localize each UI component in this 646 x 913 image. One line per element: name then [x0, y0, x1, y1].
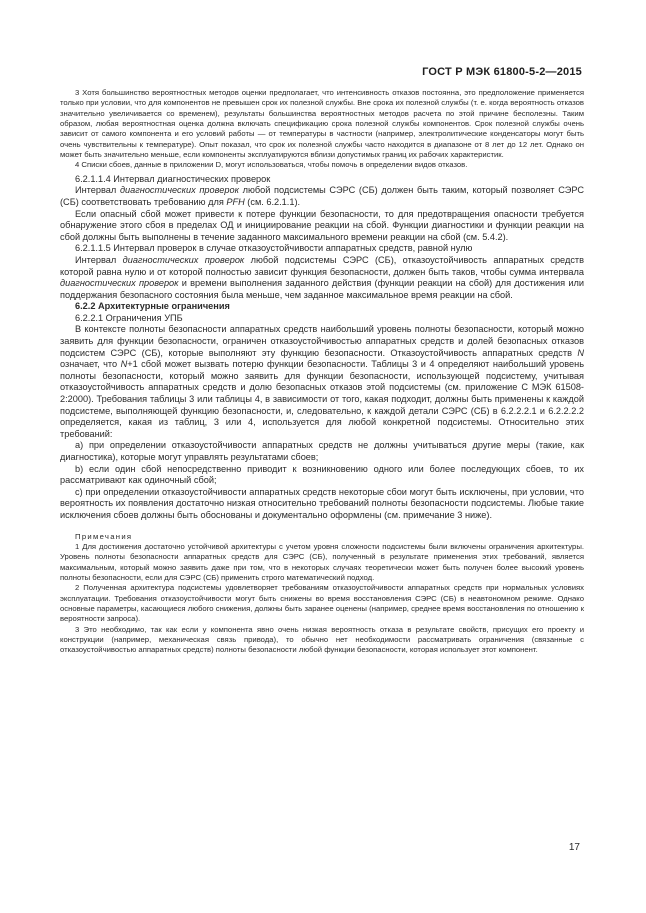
list-item-a: a) при определении отказоустойчивости аппаратных средств не должны учитываться другие меры (такие, как диагностика), которые могут управлять результатами сбоев;	[60, 440, 584, 462]
notes-label: Примечания	[75, 531, 133, 541]
paragraph: Интервал диагностических проверок любой подсистемы СЭРС (СБ) должен быть таким, который позволяет СЭРС (СБ) соответствовать требованию для PFH (см. 6.2.1.1).	[60, 185, 584, 207]
section-6-2-1-1-4-heading: 6.2.1.1.4 Интервал диагностических проверок	[75, 173, 271, 184]
paragraph: Если опасный сбой может привести к потере функции безопасности, то для предотвращения опасности требуется обнаружение этого сбоя в пределах ОД и инициирование реакции на сбой. Функции диагностики и функции реакции на сбой должны быть выполнены в течение заданного максимального времени реакции на сбой (см. 5.4.2).	[60, 208, 584, 242]
list-item-c: c) при определении отказоустойчивости аппаратных средств некоторые сбои могут быть исключены, при условии, что вероятность их появления достаточно низкая относительно требований полноты безопасности подсистемы. Любые такие исключения сбоев должны быть обоснованы и документально оформлены (см. примечание 3 ниже).	[60, 486, 584, 520]
section-6-2-2-1-heading: 6.2.2.1 Ограничения УПБ	[75, 312, 183, 323]
list-item-b: b) если один сбой непосредственно приводит к возникновению одного или более последующих сбоев, то их рассматривают как одиночный сбой;	[60, 463, 584, 486]
note-4-fault-lists: 4 Списки сбоев, данные в приложении D, могут использоваться, чтобы помочь в определении видов отказов.	[75, 160, 468, 170]
section-6-2-1-1-5-heading: 6.2.1.1.5 Интервал проверок в случае отказоустойчивости аппаратных средств, равной нулю	[75, 243, 473, 254]
page-number: 17	[568, 842, 580, 853]
note-3: 3 Это необходимо, так как если у компонента явно очень низкая вероятность отказа в результате свойств, присущих его проекту и конструкции (например, механическая связь привода), то обычно нет необходимости рассматривать ограничения (связанные с отказоустойчивостью аппаратных средств) полноты безопасности любой функции безопасности, которая использует этот компонент.	[60, 624, 584, 655]
document-standard-number: ГОСТ Р МЭК 61800-5-2—2015	[422, 66, 582, 78]
note-2: 2 Полученная архитектура подсистемы удовлетворяет требованиям отказоустойчивости аппаратных средств при нормальных условиях эксплуатации. Требования отказоустойчивости могут быть снижены во время восстановления СЭРС (СБ) в неавтономном режиме. Однако основные параметры, касающиеся любого снижения, должны быть заранее оценены (например, среднее время восстановления по отношению к вероятности запроса).	[60, 583, 584, 624]
note-1: 1 Для достижения достаточно устойчивой архитектуры с учетом уровня сложности подсистемы были включены ограничения архитектуры. Уровень полноты безопасности аппаратных средств для СЭРС (СБ), полученный в результате применения этих требований, является максимальным, который можно заявить даже при том, что в некоторых случаях теоретически может быть получен более высокий уровень полноты безопасности, если для СЭРС (СБ) применить строго математический подход.	[60, 541, 584, 582]
paragraph: В контексте полноты безопасности аппаратных средств наибольший уровень полноты безопасности, который можно заявить для функции безопасности, ограничен отказоустойчивостью аппаратных средств и долей безопасных отказов подсистем СЭРС (СБ), которые выполняют эту функцию безопасности. Отказоустойчивость аппаратных средств N означает, что N+1 сбой может вызвать потерю функции безопасности. Таблицы 3 и 4 определяют наибольший уровень полноты безопасности, который можно заявить для функции безопасности, использующей подсистему, учитывая отказоустойчивость аппаратных средств и долю безопасных отказов этой подсистемы (см. приложение С МЭК 61508-2:2000). Требования таблицы 3 или таблицы 4, в зависимости от того, какая подходит, должны быть применены к каждой подсистеме, выполняющей функцию безопасности, и, следовательно, к каждой детали СЭРС (СБ) в 6.2.2.2.1 и 6.2.2.2.2 определяется, какая из таблиц, 3 или 4, используется для любой конкретной подсистемы. Относительно этих требований:	[60, 324, 585, 439]
note-3-lifetime: 3 Хотя большинство вероятностных методов оценки предполагает, что интенсивность отказов постоянна, это предположение применяется только при условии, что для компонентов не превышен срок их полезной службы. Вне срока их полезной службы (т. е. когда вероятность отказов значительно увеличивается со временем), результаты большинства вероятностных методов расчета по этой причине бесполезны. Таким образом, любая вероятностная оценка должна включать спецификацию срока полезной службы компонентов. Срок полезной службы очень зависит от самого компонента и его условий работы — от температуры в частности (например, электролитические конденсаторы могут быть очень чувствительны к температуре). Опыт показал, что срок их полезной службы часто находится в диапазоне от 8 лет до 12 лет. Однако он может быть значительно меньше, если компоненты эксплуатируются вблизи допустимых границ их рабочих характеристик.	[60, 88, 584, 160]
paragraph: Интервал диагностических проверок любой подсистемы СЭРС (СБ), отказоустойчивость аппаратных средств которой равна нулю и от которой полностью зависит функция безопасности, должен быть таков, чтобы сумма интервала диагностических проверок и времени выполнения заданного действия (функции реакции на сбой) для достижения или поддержания безопасного состояния была меньше, чем заданное максимальное время реакции на сбой.	[60, 254, 584, 300]
section-6-2-2-heading: 6.2.2 Архитектурные ограничения	[75, 301, 230, 312]
page-body	[60, 88, 584, 656]
